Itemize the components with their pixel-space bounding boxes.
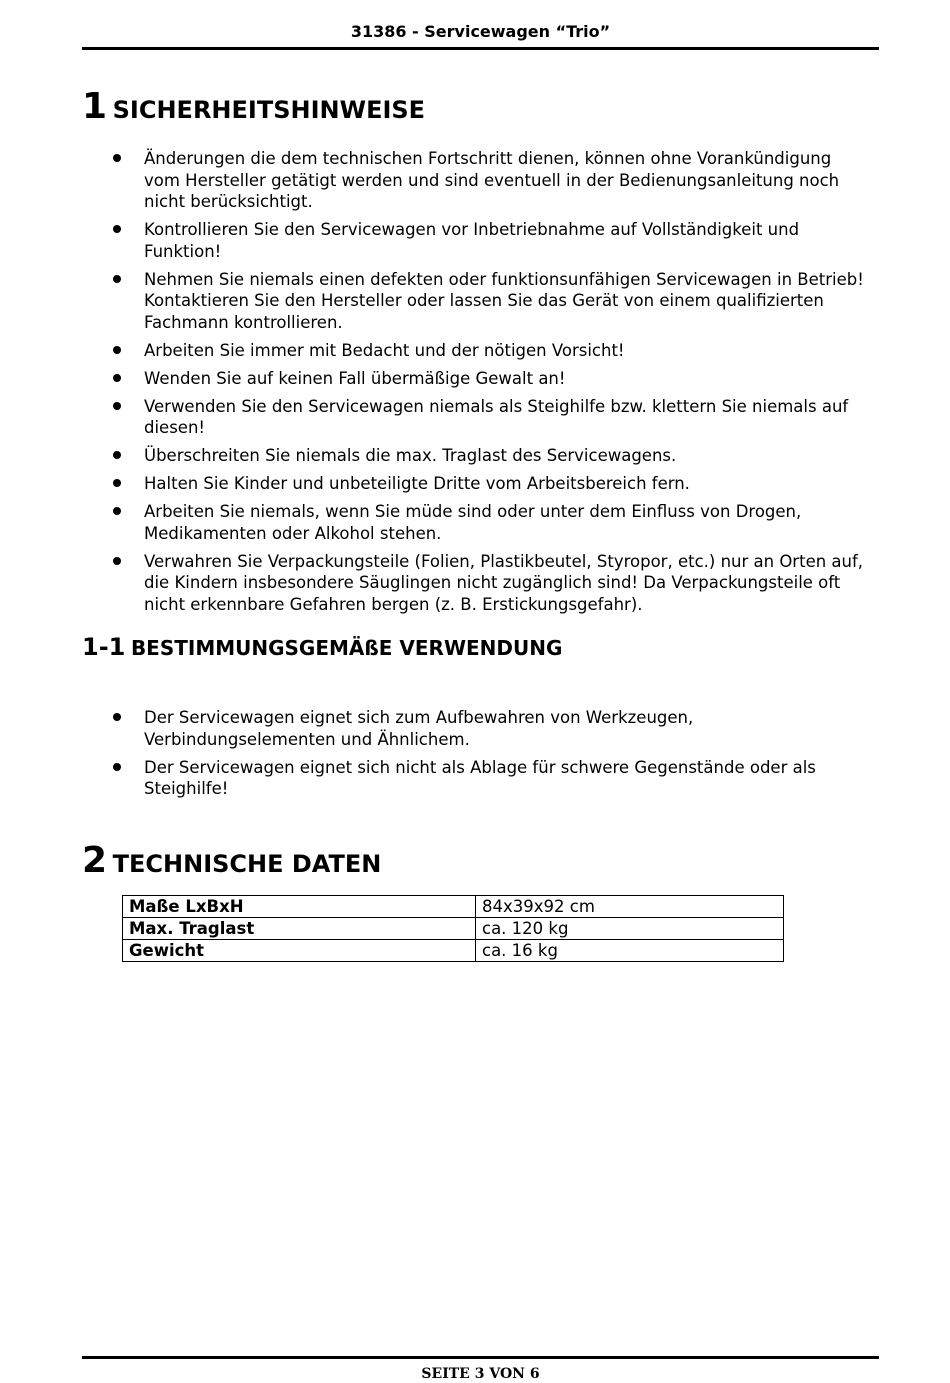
spec-label: Gewicht [123,940,476,962]
section-1-heading [82,86,425,127]
spec-label: Max. Traglast [123,918,476,940]
bullet-icon [113,275,121,283]
spec-label: Maße LxBxH [123,896,476,918]
section-title: TECHNISCHE DATEN [112,850,382,878]
list-item: Wenden Sie auf keinen Fall übermäßige Gewalt an! [112,368,872,390]
spec-value: ca. 120 kg [476,918,784,940]
header-rule [82,47,879,50]
section-number: 1 [82,86,108,127]
bullet-icon [113,713,121,721]
list-item: Halten Sie Kinder und unbeteiligte Dritte vom Arbeitsbereich fern. [112,473,872,495]
section-number: 2 [82,840,108,881]
list-item: Überschreiten Sie niemals die max. Traglast des Servicewagens. [112,445,872,467]
list-item: Der Servicewagen eignet sich nicht als Ablage für schwere Gegenstände oder als Steighilfe! [112,757,872,800]
list-item: Verwahren Sie Verpackungsteile (Folien, Plastikbeutel, Styropor, etc.) nur an Orten auf, die Kindern insbesondere Säuglingen nicht zugänglich sind! Da Verpackungsteile oft nicht erkennbare Gefahren bergen (z. B. Erstickungsgefahr). [112,551,872,616]
spec-value: ca. 16 kg [476,940,784,962]
bullet-icon [113,154,121,162]
bullet-icon [113,763,121,771]
bullet-icon [113,402,121,410]
bullet-icon [113,507,121,515]
list-item: Der Servicewagen eignet sich zum Aufbewahren von Werkzeugen, Verbindungselementen und Ähnlichem. [112,707,872,750]
list-item: Verwenden Sie den Servicewagen niemals als Steighilfe bzw. klettern Sie niemals auf diesen! [112,396,872,439]
section-number: 1-1 [82,633,126,661]
document-header: 31386 - Servicewagen “Trio” [350,22,611,41]
bullet-icon [113,346,121,354]
intended-use-list [112,707,872,806]
bullet-icon [113,374,121,382]
footer-rule [82,1356,879,1359]
table-row [123,918,784,940]
bullet-icon [113,557,121,565]
technical-data-table [122,895,784,962]
bullet-icon [113,225,121,233]
bullet-icon [113,479,121,487]
list-item: Nehmen Sie niemals einen defekten oder funktionsunfähigen Servicewagen in Betrieb! Kontaktieren Sie den Hersteller oder lassen Sie das Gerät von einem qualifizierten Fachmann kontrollieren. [112,269,872,334]
section-1-1-heading [82,633,562,661]
table-row [123,940,784,962]
section-2-heading [82,840,381,881]
list-item: Arbeiten Sie immer mit Bedacht und der nötigen Vorsicht! [112,340,872,362]
bullet-icon [113,451,121,459]
list-item: Kontrollieren Sie den Servicewagen vor Inbetriebnahme auf Vollständigkeit und Funktion! [112,219,872,262]
section-title: SICHERHEITSHINWEISE [112,96,426,124]
section-title: BESTIMMUNGSGEMÄßE VERWENDUNG [130,636,563,660]
table-row [123,896,784,918]
safety-notes-list [112,148,872,622]
spec-value: 84x39x92 cm [476,896,784,918]
page-number: SEITE 3 VON 6 [421,1366,540,1382]
list-item: Änderungen die dem technischen Fortschritt dienen, können ohne Vorankündigung vom Hersteller getätigt werden und sind eventuell in der Bedienungsanleitung noch nicht berücksichtigt. [112,148,872,213]
list-item: Arbeiten Sie niemals, wenn Sie müde sind oder unter dem Einfluss von Drogen, Medikamenten oder Alkohol stehen. [112,501,872,544]
